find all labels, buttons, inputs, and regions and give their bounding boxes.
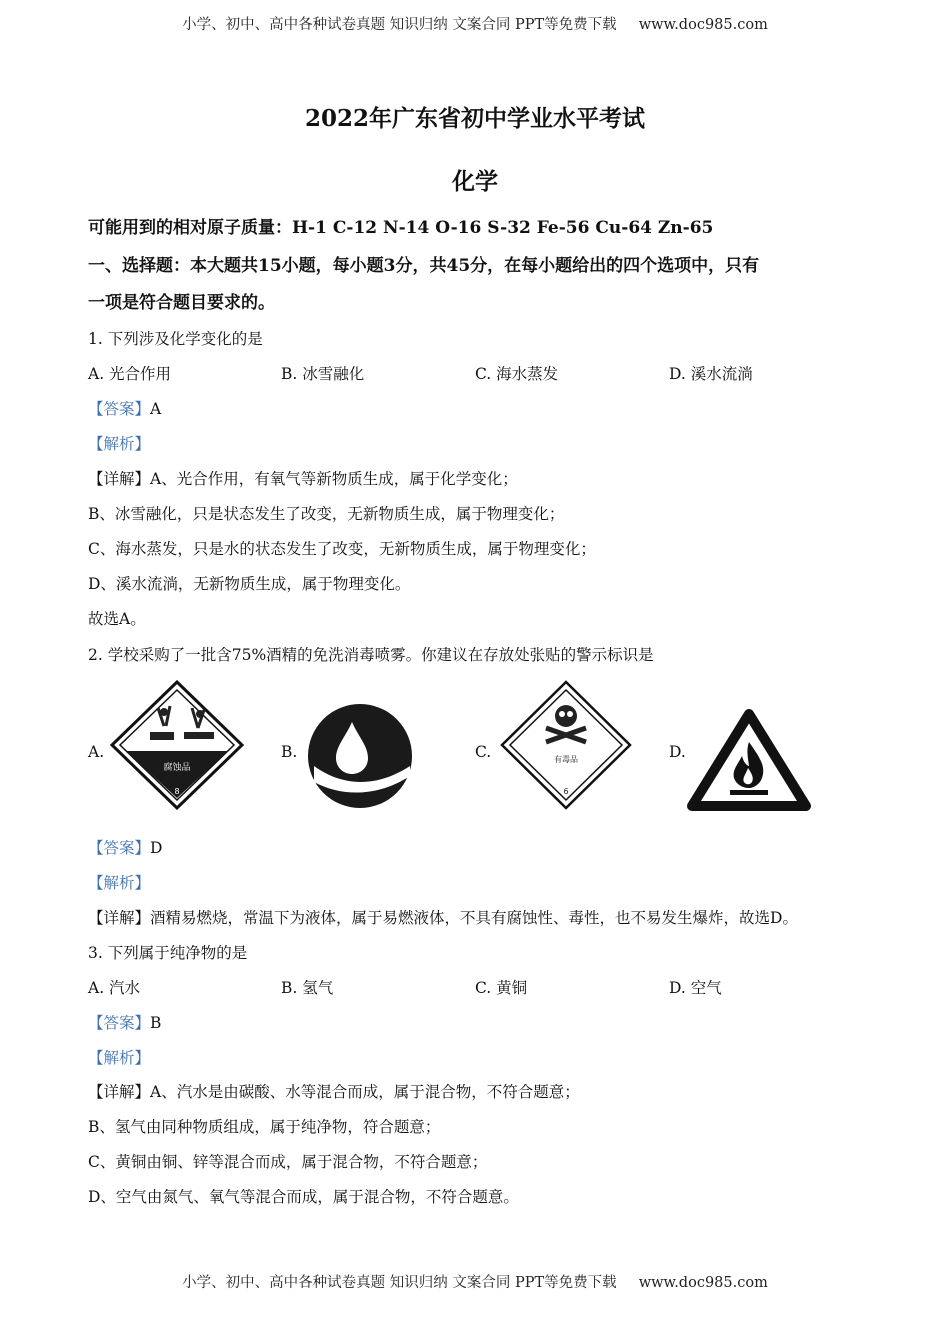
q3-detail-3: C、黄铜由铜、锌等混合而成，属于混合物，不符合题意；	[88, 1153, 488, 1171]
corrosive-sign-label: 腐蚀品	[163, 763, 191, 773]
answer-label: 【答案】	[88, 1014, 151, 1032]
q3-detail-2: B、氢气由同种物质组成，属于纯净物，符合题意；	[88, 1118, 441, 1136]
q1-option-c: C. 海水蒸发	[475, 365, 559, 383]
q2-analysis-label: 【解析】	[88, 874, 151, 892]
q1-detail-4: D、溪水流淌，无新物质生成，属于物理变化。	[88, 575, 411, 593]
q3-option-a: A. 汽水	[88, 979, 141, 997]
q3-stem: 3. 下列属于纯净物的是	[88, 944, 248, 962]
detail-label: 【详解】	[88, 1083, 151, 1101]
q1-answer-value: A	[150, 400, 162, 418]
q1-option-b: B. 冰雪融化	[281, 365, 365, 383]
toxic-sign-number: 6	[563, 787, 569, 796]
footer-site[interactable]: www.doc985.com	[638, 1275, 768, 1291]
exam-subject: 化学	[452, 168, 498, 195]
page-footer	[0, 1271, 950, 1292]
q1-detail-1-text: A、光合作用，有氧气等新物质生成，属于化学变化；	[150, 470, 518, 488]
q3-answer-value: B	[150, 1014, 162, 1032]
q1-conclusion: 故选A。	[88, 610, 146, 628]
toxic-sign-icon	[498, 680, 634, 810]
corrosive-sign-number: 8	[174, 787, 180, 796]
q2-answer-value: D	[150, 839, 163, 857]
q1-detail-1	[88, 469, 518, 489]
q1-detail-2: B、冰雪融化，只是状态发生了改变，无新物质生成，属于物理变化；	[88, 505, 565, 523]
detail-label: 【详解】	[88, 470, 151, 488]
q1-option-d: D. 溪水流淌	[669, 365, 753, 383]
toxic-sign-label: 有毒品	[554, 755, 578, 764]
q2-option-b: B.	[281, 743, 298, 761]
answer-label: 【答案】	[88, 400, 151, 418]
q2-option-d: D.	[669, 743, 686, 761]
footer-text: 小学、初中、高中各种试卷真题 知识归纳 文案合同 PPT等免费下载	[182, 1275, 617, 1291]
q3-detail-4: D、空气由氮气、氧气等混合而成，属于混合物，不符合题意。	[88, 1188, 519, 1206]
water-hazard-sign-icon	[306, 702, 414, 810]
q1-answer	[88, 399, 161, 419]
header-text: 小学、初中、高中各种试卷真题 知识归纳 文案合同 PPT等免费下载	[182, 17, 617, 33]
q1-option-a: A. 光合作用	[88, 365, 172, 383]
flammable-sign-icon	[686, 708, 812, 812]
q1-stem: 1. 下列涉及化学变化的是	[88, 330, 263, 348]
atomic-masses: 可能用到的相对原子质量：H-1 C-12 N-14 O-16 S-32 Fe-56 Cu-64 Zn-65	[88, 218, 714, 238]
q3-option-d: D. 空气	[669, 979, 722, 997]
q2-option-a: A.	[88, 743, 105, 761]
q1-detail-3: C、海水蒸发，只是水的状态发生了改变，无新物质生成，属于物理变化；	[88, 540, 596, 558]
page-header	[0, 13, 950, 34]
q2-detail	[88, 908, 798, 928]
answer-label: 【答案】	[88, 839, 151, 857]
detail-label: 【详解】	[88, 909, 151, 927]
q3-analysis-label: 【解析】	[88, 1049, 151, 1067]
q2-stem: 2. 学校采购了一批含75%酒精的免洗消毒喷雾。你建议在存放处张贴的警示标识是	[88, 646, 654, 664]
section-heading-line2: 一项是符合题目要求的。	[88, 293, 275, 313]
corrosive-sign-icon	[108, 680, 246, 810]
q3-option-c: C. 黄铜	[475, 979, 528, 997]
header-site[interactable]: www.doc985.com	[638, 17, 768, 33]
section-heading-line1: 一、选择题：本大题共15小题，每小题3分，共45分，在每小题给出的四个选项中，只有	[88, 256, 760, 276]
q2-detail-text: 酒精易燃烧，常温下为液体，属于易燃液体，不具有腐蚀性、毒性，也不易发生爆炸，故选D。	[150, 909, 798, 927]
q2-answer	[88, 838, 162, 858]
q1-analysis-label: 【解析】	[88, 435, 151, 453]
q2-option-c: C.	[475, 743, 492, 761]
exam-title: 2022年广东省初中学业水平考试	[304, 105, 645, 132]
q3-option-b: B. 氢气	[281, 979, 334, 997]
q3-detail-1-text: A、汽水是由碳酸、水等混合而成，属于混合物，不符合题意；	[150, 1083, 580, 1101]
q3-answer	[88, 1013, 161, 1033]
q3-detail-1	[88, 1082, 580, 1102]
